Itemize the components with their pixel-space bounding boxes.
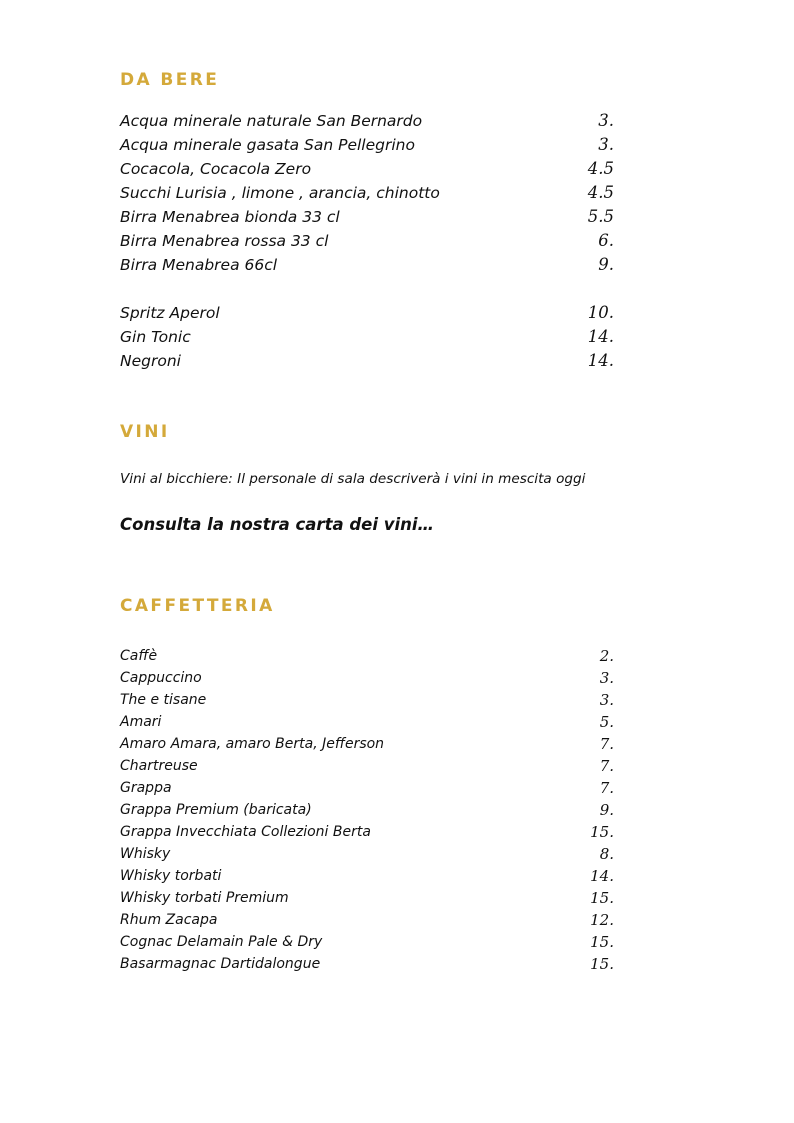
menu-item xyxy=(120,733,620,755)
menu-item xyxy=(120,325,620,349)
item-name: Rhum Zacapa xyxy=(120,912,218,928)
menu-item xyxy=(120,777,620,799)
item-name: Gin Tonic xyxy=(120,328,191,346)
item-price: 4.5 xyxy=(587,159,614,178)
item-name: Grappa Premium (baricata) xyxy=(120,802,312,818)
menu-item xyxy=(120,887,620,909)
menu-item xyxy=(120,645,620,667)
item-price: 2. xyxy=(599,647,614,665)
item-price: 5.5 xyxy=(587,207,614,226)
section-title-coffee: CAFFETTERIA xyxy=(120,596,275,616)
item-name: Caffè xyxy=(120,648,158,664)
item-price: 14. xyxy=(587,351,614,370)
item-name: Birra Menabrea 66cl xyxy=(120,256,278,274)
item-price: 7. xyxy=(599,757,614,775)
menu-item xyxy=(120,109,620,133)
wine-by-glass-note: Vini al bicchiere: Il personale di sala descriverà i vini in mescita oggi xyxy=(120,471,586,487)
menu-item xyxy=(120,301,620,325)
item-name: Basarmagnac Dartidalongue xyxy=(120,956,321,972)
item-name: Negroni xyxy=(120,352,181,370)
menu-item xyxy=(120,865,620,887)
section-title-drinks: DA BERE xyxy=(120,70,220,90)
item-name: Spritz Aperol xyxy=(120,304,220,322)
menu-item xyxy=(120,205,620,229)
item-price: 8. xyxy=(599,845,614,863)
item-price: 3. xyxy=(598,111,614,130)
menu-item xyxy=(120,229,620,253)
item-price: 15. xyxy=(590,955,614,973)
item-price: 7. xyxy=(599,779,614,797)
item-name: Succhi Lurisia , limone , arancia, chinotto xyxy=(120,184,440,202)
item-name: Grappa xyxy=(120,780,172,796)
item-price: 9. xyxy=(599,801,614,819)
item-price: 7. xyxy=(599,735,614,753)
menu-item xyxy=(120,843,620,865)
item-name: Cappuccino xyxy=(120,670,202,686)
item-price: 15. xyxy=(590,933,614,951)
drinks-list-cocktails xyxy=(120,301,620,373)
menu-item xyxy=(120,799,620,821)
menu-item xyxy=(120,953,620,975)
item-name: Birra Menabrea rossa 33 cl xyxy=(120,232,329,250)
section-title-wines: VINI xyxy=(120,422,170,442)
menu-item xyxy=(120,821,620,843)
item-name: Birra Menabrea bionda 33 cl xyxy=(120,208,340,226)
item-name: Acqua minerale gasata San Pellegrino xyxy=(120,136,415,154)
menu-item xyxy=(120,689,620,711)
menu-item xyxy=(120,157,620,181)
item-price: 9. xyxy=(598,255,614,274)
item-price: 15. xyxy=(590,823,614,841)
item-name: The e tisane xyxy=(120,692,207,708)
item-price: 4.5 xyxy=(587,183,614,202)
wine-list-note: Consulta la nostra carta dei vini… xyxy=(120,515,435,534)
item-price: 3. xyxy=(599,669,614,687)
item-name: Amaro Amara, amaro Berta, Jefferson xyxy=(120,736,385,752)
menu-item xyxy=(120,931,620,953)
menu-item xyxy=(120,909,620,931)
item-price: 12. xyxy=(590,911,614,929)
menu-item xyxy=(120,253,620,277)
menu-item xyxy=(120,711,620,733)
menu-item xyxy=(120,133,620,157)
item-name: Whisky torbati xyxy=(120,868,222,884)
item-price: 6. xyxy=(598,231,614,250)
item-price: 3. xyxy=(599,691,614,709)
item-name: Chartreuse xyxy=(120,758,198,774)
item-price: 10. xyxy=(587,303,614,322)
item-price: 3. xyxy=(598,135,614,154)
item-name: Grappa Invecchiata Collezioni Berta xyxy=(120,824,371,840)
item-name: Cognac Delamain Pale & Dry xyxy=(120,934,323,950)
item-name: Whisky xyxy=(120,846,171,862)
drinks-list-soft xyxy=(120,109,620,277)
item-price: 5. xyxy=(599,713,614,731)
item-price: 14. xyxy=(590,867,614,885)
item-name: Cocacola, Cocacola Zero xyxy=(120,160,312,178)
menu-item xyxy=(120,667,620,689)
item-name: Amari xyxy=(120,714,162,730)
item-name: Whisky torbati Premium xyxy=(120,890,289,906)
item-price: 15. xyxy=(590,889,614,907)
item-name: Acqua minerale naturale San Bernardo xyxy=(120,112,423,130)
coffee-list xyxy=(120,645,620,975)
item-price: 14. xyxy=(587,327,614,346)
menu-item xyxy=(120,755,620,777)
menu-item xyxy=(120,181,620,205)
menu-item xyxy=(120,349,620,373)
